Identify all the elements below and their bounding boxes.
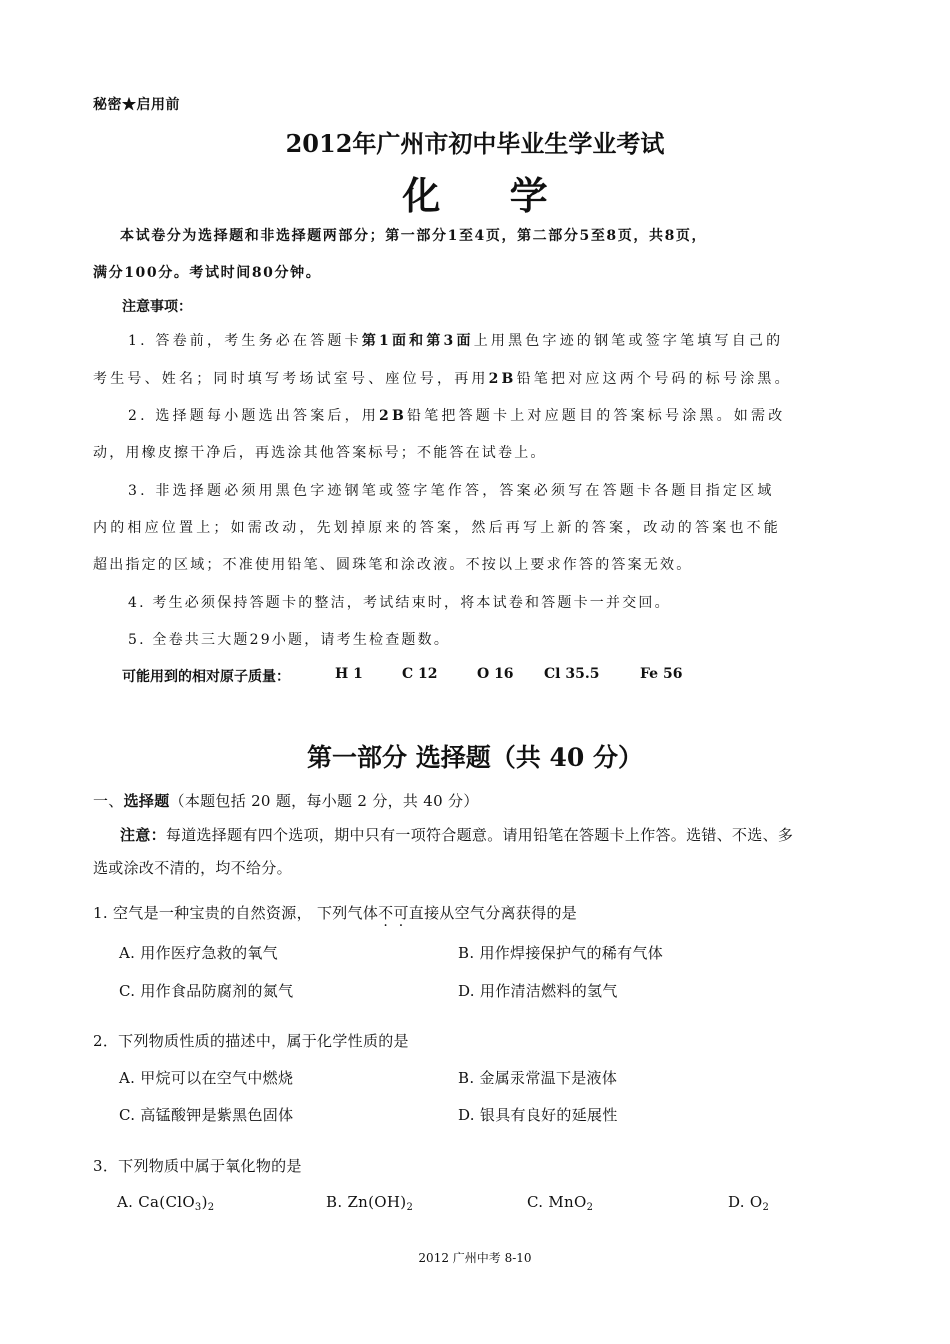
note-1-post: 上用黑色字迹的钢笔或签字笔填写自己的 bbox=[473, 333, 784, 349]
note-1-line-1 bbox=[128, 330, 783, 350]
q3-d-sub: 2 bbox=[762, 1202, 770, 1213]
question-2-option-c: C. 高锰酸钾是紫黑色固体 bbox=[119, 1106, 294, 1124]
question-1-option-b: B. 用作焊接保护气的稀有气体 bbox=[458, 944, 664, 962]
notes-heading: 注意事项： bbox=[122, 299, 192, 315]
note-3-line-2: 内的相应位置上；如需改动，先划掉原来的答案，然后再写上新的答案，改动的答案也不能 bbox=[93, 520, 781, 536]
notice-text: 每道选择题有四个选项，期中只有一项符合题意。请用铅笔在答题卡上作答。选错、不选、多 bbox=[165, 826, 794, 844]
q3-c-pre: C. MnO bbox=[527, 1193, 587, 1211]
notice-line-1 bbox=[120, 824, 793, 845]
q3-b-pre: B. Zn(OH) bbox=[326, 1193, 407, 1211]
atomic-mass-h: H 1 bbox=[335, 666, 363, 682]
question-3-option-a bbox=[117, 1193, 214, 1213]
note-1-line-2 bbox=[93, 368, 792, 388]
q3-a-sub-2: 2 bbox=[207, 1202, 215, 1213]
note-2-line-2: 动，用橡皮擦干净后，再选涂其他答案标号；不能答在试卷上。 bbox=[93, 445, 547, 461]
section-title: 第一部分 选择题（共 40 分） bbox=[307, 743, 643, 772]
q3-a-pre: A. Ca(ClO bbox=[117, 1193, 195, 1211]
note-5: 5. 全卷共三大题29小题，请考生检查题数。 bbox=[128, 632, 451, 648]
note-4: 4. 考生必须保持答题卡的整洁，考试结束时，将本试卷和答题卡一并交回。 bbox=[128, 595, 671, 611]
question-2-option-d: D. 银具有良好的延展性 bbox=[458, 1106, 618, 1124]
part-rest: （本题包括 20 题，每小题 2 分，共 40 分） bbox=[169, 792, 479, 810]
note-1-pre: 1. 答卷前，考生务必在答题卡 bbox=[128, 333, 362, 349]
part-bold: 选择题 bbox=[123, 792, 170, 810]
atomic-mass-fe: Fe 56 bbox=[640, 666, 683, 682]
confidential-mark: 秘密★启用前 bbox=[93, 97, 180, 113]
question-2-stem: 2．下列物质性质的描述中，属于化学性质的是 bbox=[93, 1032, 409, 1050]
note-3-line-3: 超出指定的区域；不准使用铅笔、圆珠笔和涂改液。不按以上要求作答的答案无效。 bbox=[93, 557, 693, 573]
page-footer: 2012 广州中考 8-10 bbox=[418, 1251, 532, 1265]
notice-line-2: 选或涂改不清的，均不给分。 bbox=[93, 859, 292, 877]
intro-line-2: 满分100分。考试时间80分钟。 bbox=[93, 265, 322, 281]
note-2-bold: 2B bbox=[379, 408, 407, 424]
atomic-mass-cl: Cl 35.5 bbox=[544, 666, 600, 682]
question-3-option-d bbox=[728, 1193, 769, 1213]
q1-emphasis-1: 不 bbox=[378, 904, 394, 922]
question-1-option-c: C. 用作食品防腐剂的氮气 bbox=[119, 982, 294, 1000]
note-1-bold: 第1面和第3面 bbox=[361, 333, 474, 349]
question-1-option-a: A. 用作医疗急救的氧气 bbox=[119, 944, 278, 962]
question-2-option-a: A. 甲烷可以在空气中燃烧 bbox=[119, 1069, 294, 1087]
question-3-option-b bbox=[326, 1193, 413, 1213]
q3-b-sub: 2 bbox=[406, 1202, 414, 1213]
part-heading bbox=[93, 790, 479, 811]
question-2-option-b: B. 金属汞常温下是液体 bbox=[458, 1069, 618, 1087]
intro-line-1: 本试卷分为选择题和非选择题两部分；第一部分1至4页，第二部分5至8页，共8页， bbox=[120, 228, 708, 244]
exam-title: 2012年广州市初中毕业生学业考试 bbox=[285, 129, 665, 158]
atomic-mass-label: 可能用到的相对原子质量： bbox=[122, 669, 290, 685]
note-1-l2-pre: 考生号、姓名；同时填写考场试室号、座位号，再用 bbox=[93, 371, 489, 387]
q3-a-sub-1: 3 bbox=[194, 1202, 202, 1213]
atomic-mass-o: O 16 bbox=[477, 666, 514, 682]
q1-stem-post: 直接从空气分离获得的是 bbox=[408, 904, 578, 922]
atomic-mass-c: C 12 bbox=[402, 666, 438, 682]
note-1-l2-bold: 2B bbox=[488, 371, 517, 387]
q3-a-mid: ) bbox=[201, 1193, 208, 1211]
question-1-option-d: D. 用作清洁燃料的氢气 bbox=[458, 982, 618, 1000]
part-prefix: 一、 bbox=[93, 792, 124, 810]
question-3-stem: 3．下列物质中属于氧化物的是 bbox=[93, 1157, 302, 1175]
note-2-line-1 bbox=[128, 405, 785, 425]
q1-stem-pre: 1. 空气是一种宝贵的自然资源， 下列气体 bbox=[93, 904, 379, 922]
note-3-line-1: 3. 非选择题必须用黑色字迹钢笔或签字笔作答，答案必须写在答题卡各题目指定区域 bbox=[128, 483, 775, 499]
q3-d-pre: D. O bbox=[728, 1193, 763, 1211]
note-1-l2-post: 铅笔把对应这两个号码的标号涂黑。 bbox=[516, 371, 792, 387]
subject-title: 化 学 bbox=[402, 173, 576, 218]
notice-bold: 注意： bbox=[120, 826, 166, 844]
q3-c-sub: 2 bbox=[586, 1202, 594, 1213]
note-2-pre: 2. 选择题每小题选出答案后，用 bbox=[128, 408, 380, 424]
question-3-option-c bbox=[527, 1193, 593, 1213]
note-2-post: 铅笔把答题卡上对应题目的答案标号涂黑。如需改 bbox=[407, 408, 786, 424]
question-1-stem bbox=[93, 902, 577, 923]
q1-emphasis-2: 可 bbox=[393, 904, 409, 922]
